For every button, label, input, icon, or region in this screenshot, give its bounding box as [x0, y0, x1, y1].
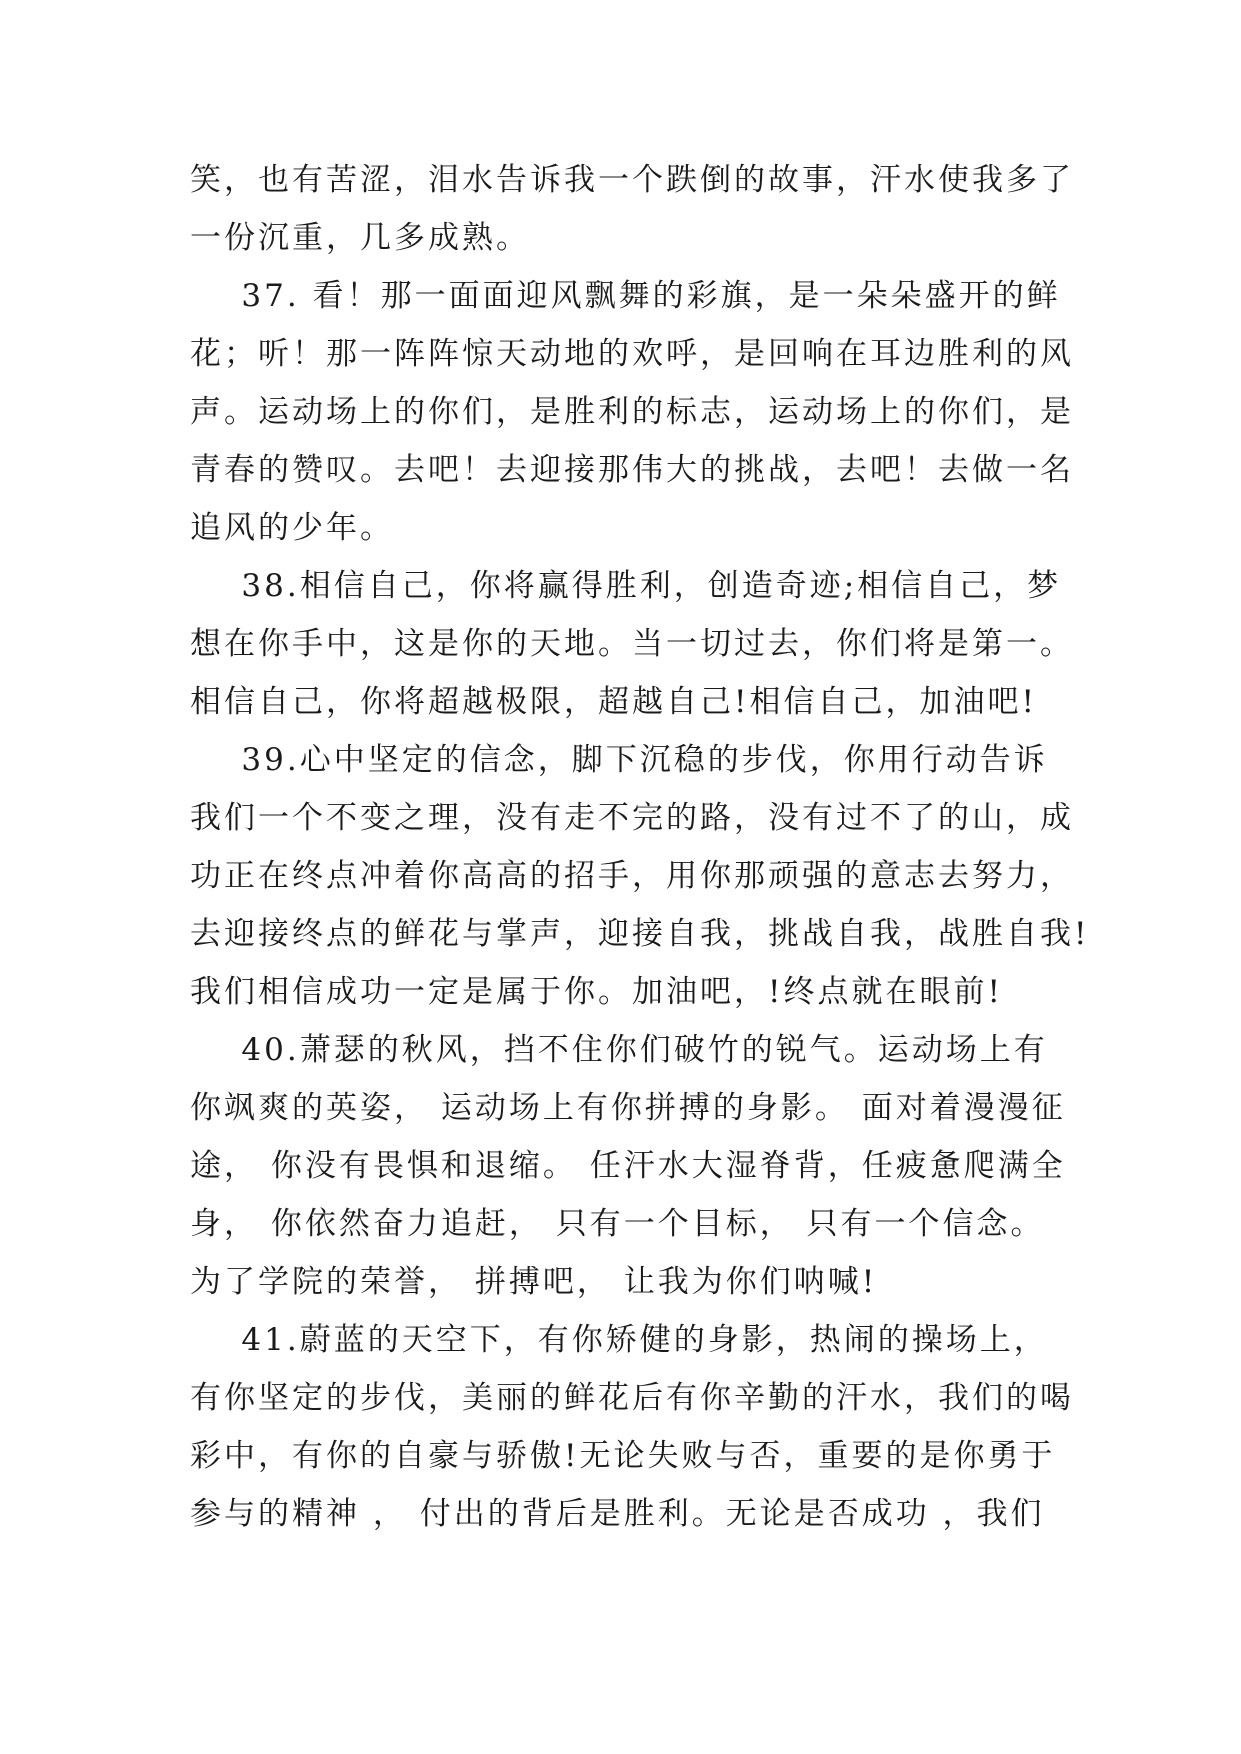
text-line: 39.心中坚定的信念，脚下沉稳的步伐，你用行动告诉 [190, 742, 1048, 778]
text-line: 37. 看！那一面面迎风飘舞的彩旗，是一朵朵盛开的鲜 [190, 278, 1061, 314]
text-line: 身， 你依然奋力追赶， 只有一个目标， 只有一个信念。 [190, 1206, 1045, 1242]
text-line: 有你坚定的步伐，美丽的鲜花后有你辛勤的汗水，我们的喝 [190, 1380, 1074, 1416]
text-line: 为了学院的荣誉， 拼搏吧， 让我为你们呐喊! [190, 1264, 878, 1300]
paragraph [190, 1021, 1066, 1311]
text-line: 功正在终点冲着你高高的招手，用你那顽强的意志去努力， [190, 858, 1074, 894]
paragraph [190, 267, 1074, 557]
text-line: 38.相信自己，你将赢得胜利，创造奇迹;相信自己，梦 [190, 568, 1062, 604]
text-line: 40.萧瑟的秋风，挡不住你们破竹的锐气。运动场上有 [190, 1032, 1048, 1068]
paragraph [190, 731, 1090, 1021]
document-body [190, 151, 1090, 1543]
text-line: 追风的少年。 [190, 510, 394, 546]
text-line: 参与的精神 ， 付出的背后是胜利。无论是否成功 ，我们 [190, 1496, 1045, 1532]
text-line: 彩中，有你的自豪与骄傲!无论失败与否，重要的是你勇于 [190, 1438, 1056, 1474]
text-line: 青春的赞叹。去吧！去迎接那伟大的挑战，去吧！去做一名 [190, 452, 1074, 488]
paragraph [190, 1311, 1074, 1543]
text-line: 你飒爽的英姿， 运动场上有你拼搏的身影。 面对着漫漫征 [190, 1090, 1066, 1126]
text-line: 途， 你没有畏惧和退缩。 任汗水大湿脊背，任疲惫爬满全 [190, 1148, 1066, 1184]
text-line: 花；听！那一阵阵惊天动地的欢呼，是回响在耳边胜利的风 [190, 336, 1074, 372]
text-line: 想在你手中，这是你的天地。当一切过去，你们将是第一。 [190, 626, 1074, 662]
text-line: 我们相信成功一定是属于你。加油吧，!终点就在眼前! [190, 974, 1003, 1010]
text-line: 声。运动场上的你们，是胜利的标志，运动场上的你们，是 [190, 394, 1074, 430]
text-line: 笑，也有苦涩，泪水告诉我一个跌倒的故事，汗水使我多了 [190, 162, 1074, 198]
text-line: 相信自己，你将超越极限，超越自己!相信自己，加油吧! [190, 684, 1037, 720]
paragraph [190, 151, 1074, 267]
text-line: 去迎接终点的鲜花与掌声，迎接自我，挑战自我，战胜自我! [190, 916, 1090, 952]
paragraph [190, 557, 1074, 731]
text-line: 我们一个不变之理，没有走不完的路，没有过不了的山，成 [190, 800, 1074, 836]
text-line: 一份沉重，几多成熟。 [190, 220, 530, 256]
text-line: 41.蔚蓝的天空下，有你矫健的身影，热闹的操场上， [190, 1322, 1048, 1358]
